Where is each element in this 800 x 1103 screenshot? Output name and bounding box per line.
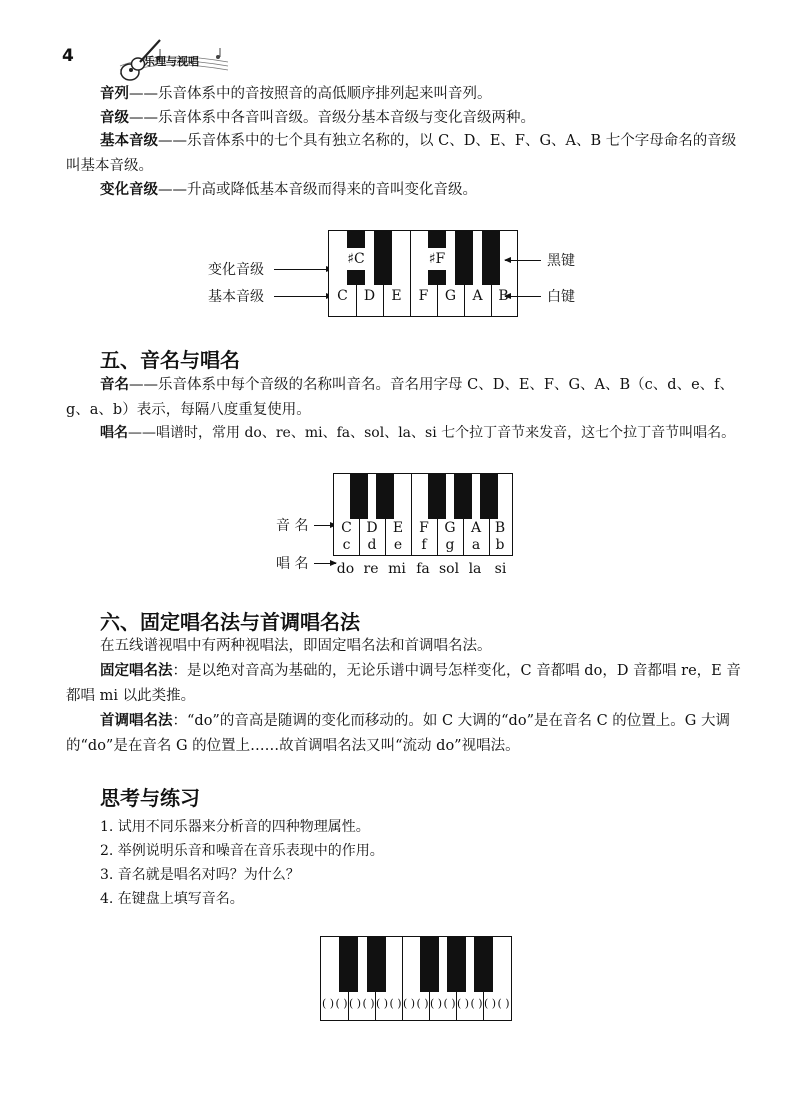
note-name-upper: A (470, 520, 482, 536)
blank-slot[interactable]: ( ) (389, 997, 402, 1010)
keyboard-2 (333, 473, 513, 556)
white-key-label: E (391, 288, 402, 304)
white-key-label: G (444, 288, 457, 304)
term-yinlie: 音列 (100, 86, 129, 102)
black-key (482, 231, 500, 285)
def-movable-do (66, 709, 746, 759)
def-yinming-text: ——乐音体系中每个音级的名称叫音名。音名用字母 C、D、E、F、G、A、B（c、d、e、f、g、a、b）表示，每隔八度重复使用。 (66, 377, 735, 418)
blank-slot[interactable]: ( ) (483, 997, 497, 1010)
black-key (474, 937, 493, 992)
note-name-upper: C (341, 520, 352, 536)
term-changming: 唱名 (100, 425, 128, 441)
exercise-item: 3. 音名就是唱名对吗？为什么？ (100, 867, 300, 883)
blank-slot[interactable]: ( ) (362, 997, 375, 1010)
white-key-label: A (472, 288, 483, 304)
solfege-syllable: mi (388, 561, 406, 577)
note-name-upper: F (419, 520, 429, 536)
term-movable-do: 首调唱名法 (100, 713, 173, 729)
def-jiben (66, 129, 746, 179)
note-name-lower: c (342, 537, 351, 553)
note-name-upper: B (494, 520, 506, 536)
exercise-item: 4. 在键盘上填写音名。 (100, 891, 244, 907)
note-name-upper: E (392, 520, 404, 536)
note-name-upper: G (444, 520, 456, 536)
blank-slot[interactable]: ( ) (497, 997, 510, 1010)
white-key-label: F (418, 288, 429, 304)
solfege-syllable: re (363, 561, 379, 577)
label-white-key: 白键 (547, 289, 575, 305)
solfege-syllable: fa (416, 561, 430, 577)
black-key (455, 231, 473, 285)
keyboard-figure-3 (320, 936, 512, 1021)
exercise-item: 2. 举例说明乐音和噪音在音乐表现中的作用。 (100, 843, 384, 859)
def-jiben-text: ——乐音体系中的七个具有独立名称的，以 C、D、E、F、G、A、B 七个字母命名的音级叫基本音级。 (66, 133, 737, 174)
white-key-label: D (363, 288, 376, 304)
blank-slot[interactable]: ( ) (321, 997, 335, 1010)
section-5-heading: 五、音名与唱名 (100, 348, 240, 372)
black-key (376, 474, 394, 519)
black-key (447, 937, 466, 992)
term-fixed-do: 固定唱名法 (100, 663, 173, 679)
blank-slot[interactable]: ( ) (348, 997, 362, 1010)
term-yinming: 音名 (100, 377, 129, 393)
black-key (480, 474, 498, 519)
solfege-syllable: sol (438, 561, 460, 577)
white-key-label: C (337, 288, 348, 304)
def-changming-text: ——唱谱时，常用 do、re、mi、fa、sol、la、si 七个拉丁音节来发音，这七个拉丁音节叫唱名。 (128, 425, 736, 441)
note-name-lower: b (495, 537, 505, 553)
black-key (420, 937, 439, 992)
note-name-lower: f (421, 537, 427, 553)
blank-slot[interactable]: ( ) (443, 997, 456, 1010)
def-yinji-text: ——乐音体系中各音叫音级。音级分基本音级与变化音级两种。 (129, 110, 535, 126)
blank-slot[interactable]: ( ) (402, 997, 416, 1010)
arrow-basic (274, 296, 332, 297)
keyboard-1 (328, 230, 518, 317)
sharp-f-label: ♯F (428, 248, 446, 270)
sharp-c-label: ♯C (347, 248, 365, 270)
black-key (454, 474, 472, 519)
def-yinlie (100, 82, 740, 107)
black-key (350, 474, 368, 519)
blank-slot[interactable]: ( ) (456, 997, 470, 1010)
page-number: 4 (62, 46, 74, 66)
def-yinji (100, 106, 740, 131)
blank-slot[interactable]: ( ) (416, 997, 429, 1010)
def-yinlie-text: ——乐音体系中的音按照音的高低顺序排列起来叫音列。 (129, 86, 492, 102)
note-name-lower: e (393, 537, 403, 553)
label-solfege: 唱 名 (276, 556, 309, 572)
solfege-syllable: si (494, 561, 507, 577)
label-basic-tones: 基本音级 (208, 289, 264, 305)
arrow-altered (274, 269, 332, 270)
arrow-black-key (505, 260, 541, 261)
label-altered-tones: 变化音级 (208, 262, 264, 278)
def-bianhua (100, 178, 740, 203)
exercises-heading: 思考与练习 (100, 786, 200, 810)
blank-slot[interactable]: ( ) (429, 997, 443, 1010)
def-fixed-do-text: ：是以绝对音高为基础的，无论乐谱中调号怎样变化，C 音都唱 do，D 音都唱 re，E 音都唱 mi 以此类推。 (66, 663, 741, 704)
black-key (428, 474, 446, 519)
label-black-key: 黑键 (547, 253, 575, 269)
term-bianhua: 变化音级 (100, 182, 158, 198)
note-name-lower: a (471, 537, 481, 553)
def-yinming (66, 373, 746, 423)
black-key (367, 937, 386, 992)
blank-slot[interactable]: ( ) (470, 997, 483, 1010)
book-title: 乐理与视唱 (144, 55, 199, 68)
exercise-item: 1. 试用不同乐器来分析音的四种物理属性。 (100, 819, 370, 835)
note-name-lower: d (367, 537, 377, 553)
term-jiben: 基本音级 (100, 133, 158, 149)
section-6-heading: 六、固定唱名法与首调唱名法 (100, 610, 360, 634)
term-yinji: 音级 (100, 110, 129, 126)
section-6-intro: 在五线谱视唱中有两种视唱法，即固定唱名法和首调唱名法。 (100, 638, 492, 654)
def-movable-do-text: ：“do”的音高是随调的变化而移动的。如 C 大调的“do”是在音名 C 的位置上。G 大调的“do”是在音名 G 的位置上……故首调唱名法又叫“流动 do”视唱法。 (66, 713, 730, 754)
note-name-upper: D (366, 520, 378, 536)
black-key (339, 937, 358, 992)
arrow-white-key (505, 296, 541, 297)
def-bianhua-text: ——升高或降低基本音级而得来的音叫变化音级。 (158, 182, 477, 198)
solfege-syllable: do (336, 561, 355, 577)
black-key (374, 231, 392, 285)
def-changming (100, 421, 760, 446)
blank-slot[interactable]: ( ) (375, 997, 389, 1010)
page-header (62, 36, 282, 86)
label-note-names: 音 名 (276, 518, 309, 534)
def-fixed-do (66, 659, 746, 709)
solfege-syllable: la (468, 561, 482, 577)
white-key-label: B (498, 288, 509, 304)
blank-slot[interactable]: ( ) (335, 997, 348, 1010)
note-name-lower: g (445, 537, 455, 553)
